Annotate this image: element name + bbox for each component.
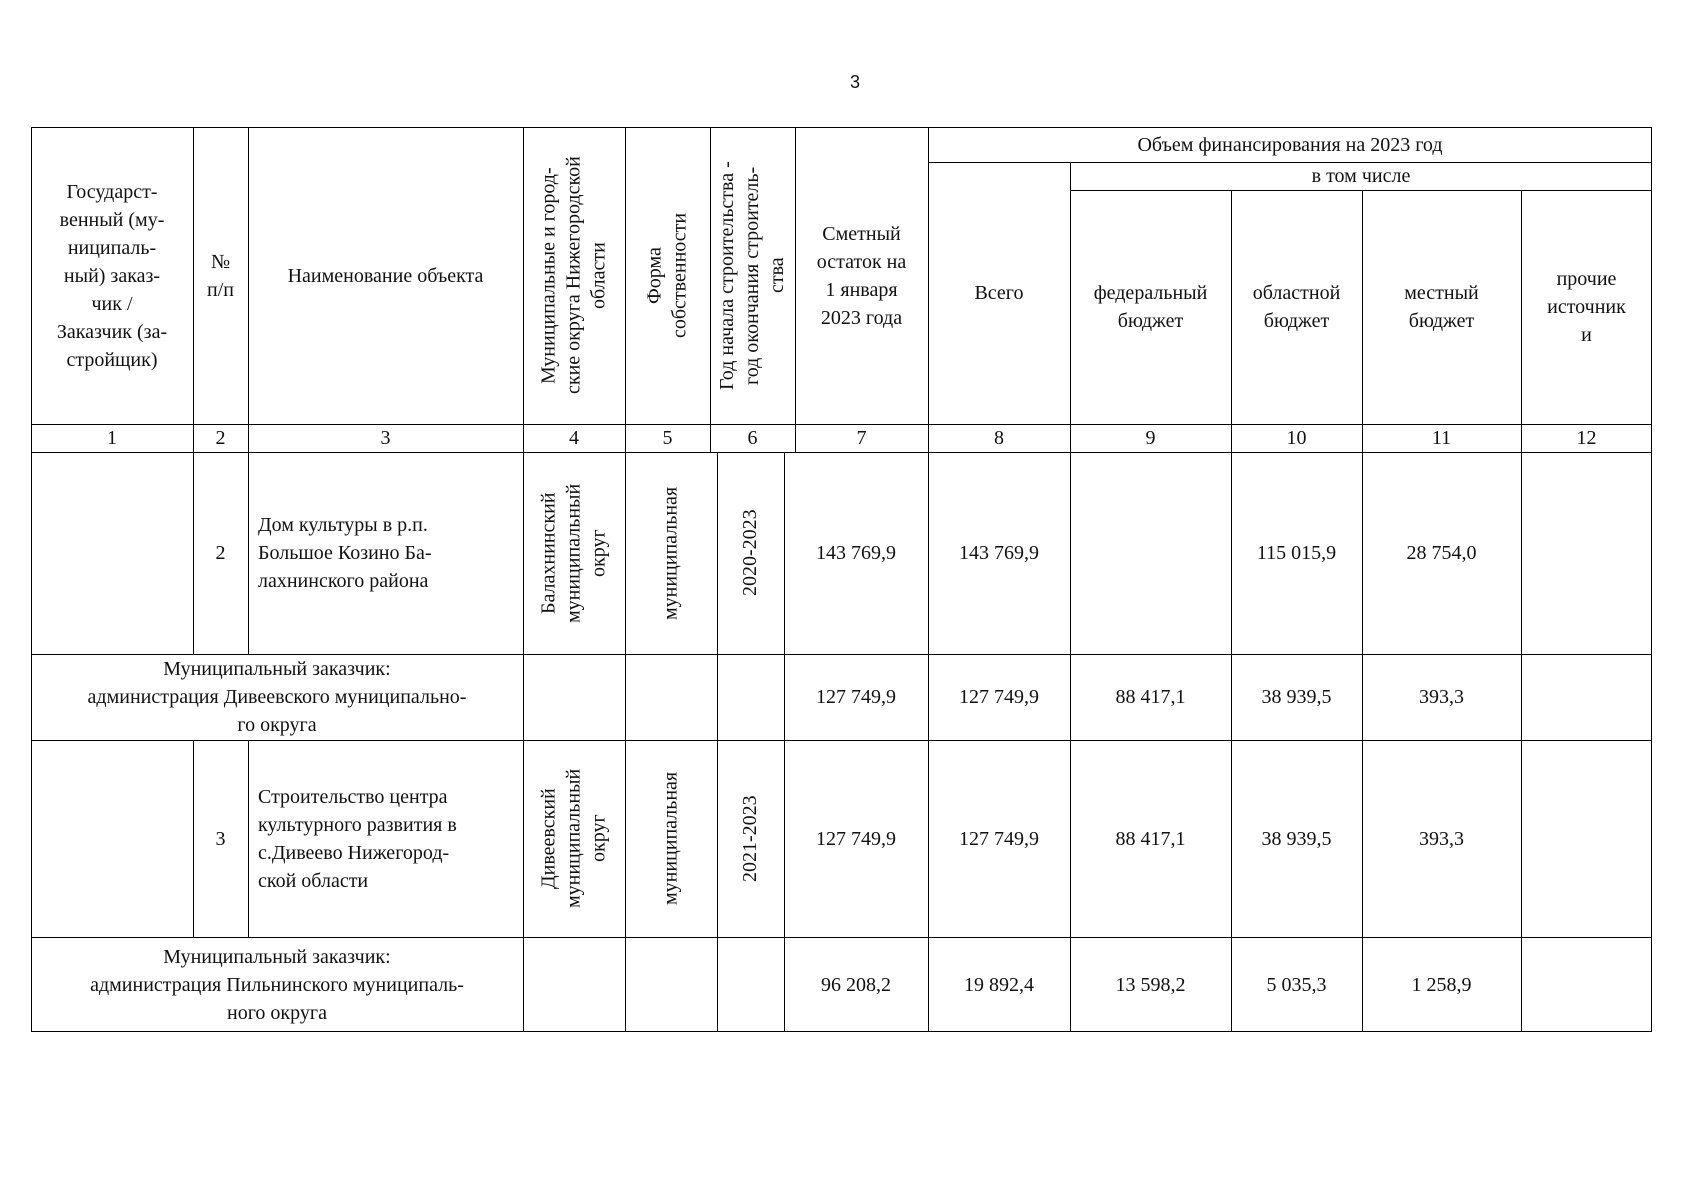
column-number: 9 (1145, 427, 1156, 449)
estimate-value: 96 208,2 (821, 973, 891, 996)
federal-value: 88 417,1 (1115, 827, 1186, 850)
header-other-label: прочие источник и (1547, 268, 1626, 346)
column-number: 2 (215, 427, 226, 449)
district-name: Дивеевский муниципальный округ (537, 768, 610, 909)
other-value (1521, 937, 1652, 1032)
total-value: 127 749,9 (959, 827, 1039, 850)
estimate-value: 127 749,9 (816, 686, 896, 708)
column-number: 10 (1286, 427, 1307, 449)
header-number-label: № п/п (207, 250, 234, 301)
other-value (1521, 740, 1652, 937)
header-including-label: в том числе (1311, 165, 1411, 187)
header-total-label: Всего (974, 282, 1024, 304)
ownership-form: муниципальная (659, 771, 682, 906)
local-value: 1 258,9 (1411, 973, 1472, 996)
regional-value: 115 015,9 (1256, 542, 1337, 564)
estimate-value: 127 749,9 (816, 827, 896, 850)
local-value: 28 754,0 (1406, 542, 1477, 564)
customer-name: Муниципальный заказчик: администрация Пильнинского муниципаль- ного округа (90, 945, 464, 1024)
column-number: 11 (1431, 427, 1452, 449)
funding-table (31, 127, 1652, 1032)
header-funding-title: Объем финансирования на 2023 год (1137, 133, 1443, 156)
object-name: Дом культуры в р.п. Большое Козино Ба- лахнинского района (258, 514, 432, 592)
column-number: 6 (747, 427, 758, 449)
construction-years: 2021-2023 (739, 795, 761, 882)
row-number: 3 (215, 827, 226, 850)
total-value: 19 892,4 (964, 973, 1034, 996)
header-district-label: Муниципальные и город- ские округа Нижегородской области (537, 156, 610, 395)
other-value (1521, 654, 1652, 740)
estimate-value: 143 769,9 (816, 542, 896, 564)
other-value (1521, 452, 1652, 654)
object-name: Строительство центра культурного развития в с.Дивеево Нижегород- ской области (258, 785, 457, 892)
page-number: 3 (849, 72, 860, 92)
local-value: 393,3 (1419, 686, 1464, 708)
total-value: 143 769,9 (959, 542, 1039, 564)
ownership-form: муниципальная (659, 486, 682, 620)
header-ownership-label: Форма собственности (643, 212, 691, 339)
federal-value: 13 598,2 (1115, 973, 1186, 996)
column-number: 3 (380, 427, 391, 449)
header-customer-label: Государст- венный (му- ниципаль- ный) заказ- чик / Заказчик (за- стройщик) (56, 180, 168, 371)
header-federal-label: федеральный бюджет (1093, 282, 1208, 332)
federal-value: 88 417,1 (1115, 686, 1186, 708)
header-local-label: местный бюджет (1404, 282, 1479, 332)
column-number: 7 (856, 427, 867, 449)
regional-value: 38 939,5 (1261, 686, 1332, 708)
column-number: 1 (107, 427, 117, 449)
header-object-name-label: Наименование объекта (287, 264, 484, 287)
column-number: 8 (994, 427, 1004, 449)
customer-name: Муниципальный заказчик: администрация Дивеевского муниципально- го округа (87, 658, 467, 736)
header-estimate-label: Сметный остаток на 1 января 2023 года (816, 222, 907, 329)
column-number: 4 (569, 427, 579, 449)
regional-value: 5 035,3 (1266, 973, 1327, 996)
district-name: Балахнинский муниципальный округ (537, 483, 610, 623)
column-number: 12 (1576, 427, 1597, 449)
total-value: 127 749,9 (959, 686, 1039, 708)
header-years-label: Год начала строительства - год окончания строитель- ства (716, 161, 788, 390)
header-regional-label: областной бюджет (1252, 282, 1341, 332)
row-number: 2 (215, 542, 226, 564)
column-number: 5 (662, 427, 673, 449)
regional-value: 38 939,5 (1261, 827, 1332, 850)
local-value: 393,3 (1419, 827, 1464, 850)
federal-value (1070, 452, 1231, 654)
construction-years: 2020-2023 (739, 509, 761, 597)
